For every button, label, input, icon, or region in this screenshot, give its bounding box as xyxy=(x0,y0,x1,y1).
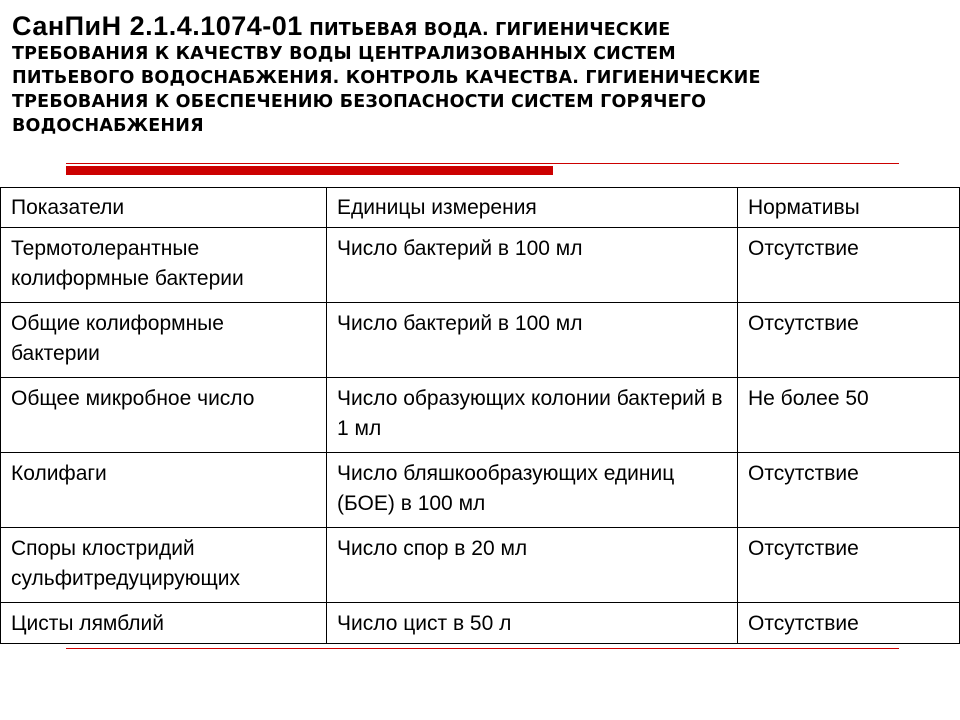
title-divider-line xyxy=(66,163,899,164)
cell-norm: Отсутствие xyxy=(738,603,960,644)
header-unit: Единицы измерения xyxy=(327,188,738,228)
cell-indicator: Термотолерантные колиформные бактерии xyxy=(1,228,327,303)
cell-indicator: Споры клостридий сульфитредуцирующих xyxy=(1,528,327,603)
title-line-2: ТРЕБОВАНИЯ К КАЧЕСТВУ ВОДЫ ЦЕНТРАЛИЗОВАННЫХ СИСТЕМ xyxy=(12,44,676,64)
title-accent-bar xyxy=(66,166,553,175)
title-line-1 xyxy=(12,11,932,42)
table-row xyxy=(1,228,960,303)
cell-indicator: Цисты лямблий xyxy=(1,603,327,644)
cell-norm: Отсутствие xyxy=(738,528,960,603)
table-row xyxy=(1,528,960,603)
cell-norm: Отсутствие xyxy=(738,228,960,303)
slide-title xyxy=(12,11,932,138)
header-norm: Нормативы xyxy=(738,188,960,228)
cell-norm: Не более 50 xyxy=(738,378,960,453)
cell-unit: Число бляшкообразующих единиц (БОЕ) в 100 мл xyxy=(327,453,738,528)
cell-unit: Число бактерий в 100 мл xyxy=(327,228,738,303)
microbiology-norms-table xyxy=(0,187,960,644)
table-header-row xyxy=(1,188,960,228)
title-text-1: ПИТЬЕВАЯ ВОДА. ГИГИЕНИЧЕСКИЕ xyxy=(309,20,671,40)
title-line-3: ПИТЬЕВОГО ВОДОСНАБЖЕНИЯ. КОНТРОЛЬ КАЧЕСТВА. ГИГИЕНИЧЕСКИЕ xyxy=(12,68,761,88)
footer-divider-line xyxy=(66,648,899,649)
table-row xyxy=(1,453,960,528)
cell-unit: Число образующих колонии бактерий в 1 мл xyxy=(327,378,738,453)
cell-unit: Число спор в 20 мл xyxy=(327,528,738,603)
title-line-5: ВОДОСНАБЖЕНИЯ xyxy=(12,116,204,136)
cell-indicator: Колифаги xyxy=(1,453,327,528)
cell-norm: Отсутствие xyxy=(738,303,960,378)
table-row xyxy=(1,603,960,644)
sanpin-code: СанПиН 2.1.4.1074-01 xyxy=(12,11,303,41)
cell-norm: Отсутствие xyxy=(738,453,960,528)
cell-indicator: Общие колиформные бактерии xyxy=(1,303,327,378)
cell-unit: Число бактерий в 100 мл xyxy=(327,303,738,378)
cell-indicator: Общее микробное число xyxy=(1,378,327,453)
header-indicator: Показатели xyxy=(1,188,327,228)
title-line-4: ТРЕБОВАНИЯ К ОБЕСПЕЧЕНИЮ БЕЗОПАСНОСТИ СИСТЕМ ГОРЯЧЕГО xyxy=(12,92,707,112)
cell-unit: Число цист в 50 л xyxy=(327,603,738,644)
table-row xyxy=(1,378,960,453)
table-row xyxy=(1,303,960,378)
